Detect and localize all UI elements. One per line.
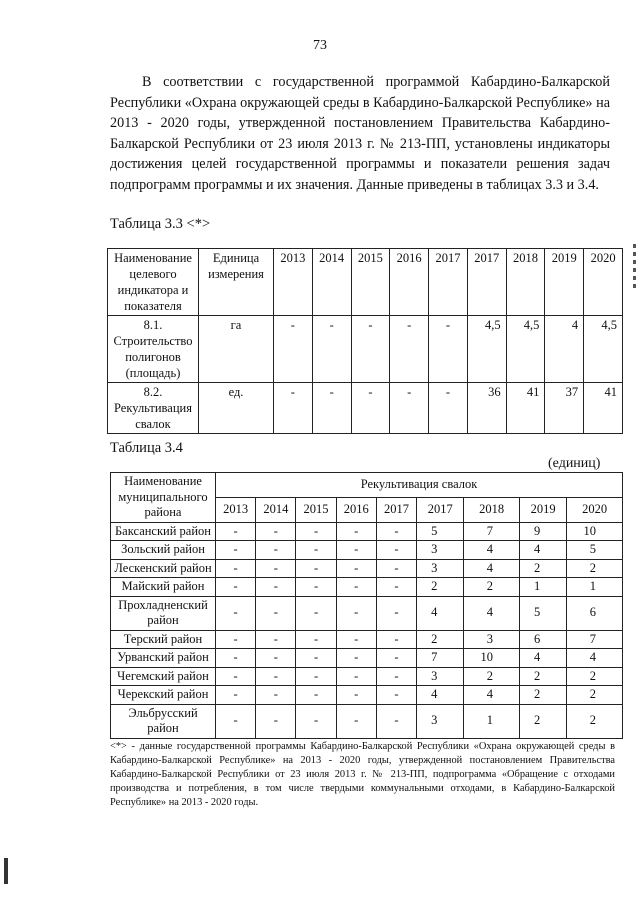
table-3-4 [110, 472, 623, 739]
district-name: Майский район [111, 578, 216, 597]
table-cell: - [216, 630, 256, 649]
t34-header-year: 2015 [296, 497, 336, 522]
t34-header-year: 2018 [464, 497, 520, 522]
t34-header-year: 2016 [336, 497, 376, 522]
t33-cell: 41 [506, 383, 545, 434]
table-cell: 2 [567, 704, 623, 738]
t33-row-unit: ед. [199, 383, 274, 434]
table-cell: - [296, 704, 336, 738]
table-cell: 4 [520, 541, 567, 560]
t33-header-year: 2013 [274, 249, 313, 316]
table-cell: 6 [567, 596, 623, 630]
t33-cell: - [351, 383, 390, 434]
t33-header-year: 2017 [467, 249, 506, 316]
table-cell: - [216, 686, 256, 705]
district-name: Баксанский район [111, 522, 216, 541]
t34-header-name: Наименование муниципального района [111, 473, 216, 523]
table-cell: - [376, 559, 416, 578]
table-row [111, 541, 623, 560]
table-row [111, 630, 623, 649]
table-cell: 2 [520, 559, 567, 578]
t33-row-polygons [108, 316, 623, 383]
district-name: Прохладненский район [111, 596, 216, 630]
units-note: (единиц) [548, 456, 601, 471]
table-cell: 3 [417, 667, 464, 686]
table-row [111, 596, 623, 630]
table-cell: 4 [567, 649, 623, 668]
t33-cell: 41 [584, 383, 623, 434]
table-cell: 1 [464, 704, 520, 738]
table-cell: - [216, 541, 256, 560]
t33-cell: - [312, 383, 351, 434]
table-row [111, 686, 623, 705]
table-cell: 2 [464, 667, 520, 686]
table-cell: 2 [520, 686, 567, 705]
table-cell: - [376, 596, 416, 630]
table-cell: - [336, 522, 376, 541]
district-name: Лескенский район [111, 559, 216, 578]
t33-header-year: 2014 [312, 249, 351, 316]
t33-cell: - [429, 316, 468, 383]
table-cell: 2 [520, 667, 567, 686]
t33-cell: - [351, 316, 390, 383]
t33-cell: - [429, 383, 468, 434]
table-cell: - [256, 649, 296, 668]
table-cell: 1 [520, 578, 567, 597]
district-name: Урванский район [111, 649, 216, 668]
t34-header-year: 2013 [216, 497, 256, 522]
table-cell: 4 [464, 686, 520, 705]
table-3-3 [107, 248, 623, 434]
table-cell: - [216, 649, 256, 668]
intro-paragraph: В соответствии с государственной программой Кабардино-Балкарской Республики «Охрана окружающей среды в Кабардино-Балкарской Республике» на 2013 - 2020 годы, утвержденной постановлением Правительства Кабардино-Балкарской Республики от 23 июля 2013 г. № 213-ПП, установлены индикаторы достижения целей государственной программы и показатели решения задач подпрограмм программы и их значения. Данные приведены в таблицах 3.3 и 3.4. [110, 74, 610, 193]
table-cell: 2 [464, 578, 520, 597]
district-name: Черекский район [111, 686, 216, 705]
table-cell: 5 [567, 541, 623, 560]
table-cell: - [256, 559, 296, 578]
table-cell: - [336, 649, 376, 668]
table-cell: - [296, 686, 336, 705]
table-row [111, 578, 623, 597]
t33-cell: - [312, 316, 351, 383]
table-row [111, 667, 623, 686]
table-row [111, 649, 623, 668]
table-cell: - [296, 541, 336, 560]
table-cell: 2 [567, 686, 623, 705]
t33-cell: - [390, 383, 429, 434]
t33-row-name: 8.2. Рекультивация свалок [108, 383, 199, 434]
page-number: 73 [313, 38, 327, 53]
table-cell: - [216, 522, 256, 541]
table-cell: 4 [417, 686, 464, 705]
table-cell: 3 [417, 559, 464, 578]
table-cell: 10 [464, 649, 520, 668]
t33-cell: 4,5 [506, 316, 545, 383]
table-cell: - [336, 686, 376, 705]
table-cell: 5 [520, 596, 567, 630]
table-row [111, 522, 623, 541]
table-cell: 4 [464, 541, 520, 560]
t33-cell: 36 [467, 383, 506, 434]
t33-header-unit: Единица измерения [199, 249, 274, 316]
t34-header-year: 2019 [520, 497, 567, 522]
t34-header-year: 2017 [376, 497, 416, 522]
table-cell: - [336, 559, 376, 578]
table-row [111, 559, 623, 578]
table-cell: - [296, 578, 336, 597]
table-cell: 9 [520, 522, 567, 541]
district-name: Зольский район [111, 541, 216, 560]
table-cell: - [376, 686, 416, 705]
table-cell: - [296, 667, 336, 686]
table-cell: - [256, 578, 296, 597]
table-cell: - [336, 667, 376, 686]
table-cell: - [336, 630, 376, 649]
table-cell: - [336, 578, 376, 597]
table-cell: - [216, 704, 256, 738]
table-cell: - [216, 559, 256, 578]
t33-header-name: Наименование целевого индикатора и показателя [108, 249, 199, 316]
table-cell: 3 [417, 704, 464, 738]
table-cell: - [296, 649, 336, 668]
table-cell: - [376, 522, 416, 541]
t33-cell: 37 [545, 383, 584, 434]
table-cell: 6 [520, 630, 567, 649]
table-cell: - [256, 541, 296, 560]
t33-cell: - [274, 316, 313, 383]
t33-header-year: 2020 [584, 249, 623, 316]
table-cell: 4 [464, 596, 520, 630]
t33-cell: 4,5 [467, 316, 506, 383]
table-cell: 2 [520, 704, 567, 738]
table-cell: 7 [567, 630, 623, 649]
table-cell: 2 [567, 559, 623, 578]
t33-header-year: 2018 [506, 249, 545, 316]
district-name: Чегемский район [111, 667, 216, 686]
edge-mark [630, 240, 638, 300]
table-cell: - [376, 667, 416, 686]
table-cell: - [376, 578, 416, 597]
table-cell: - [336, 704, 376, 738]
district-name: Терский район [111, 630, 216, 649]
table-cell: - [256, 522, 296, 541]
t33-cell: - [274, 383, 313, 434]
table-cell: 3 [417, 541, 464, 560]
t33-header-year: 2019 [545, 249, 584, 316]
table-cell: - [296, 522, 336, 541]
table-cell: 2 [417, 630, 464, 649]
table-cell: - [376, 541, 416, 560]
t33-cell: - [390, 316, 429, 383]
t34-header-year: 2020 [567, 497, 623, 522]
table-cell: 7 [417, 649, 464, 668]
table-cell: - [216, 578, 256, 597]
table-cell: 4 [520, 649, 567, 668]
table-cell: - [336, 596, 376, 630]
table-row [111, 704, 623, 738]
table-cell: - [376, 704, 416, 738]
table-cell: - [256, 596, 296, 630]
t33-cell: 4,5 [584, 316, 623, 383]
table-cell: - [336, 541, 376, 560]
t33-cell: 4 [545, 316, 584, 383]
table-cell: - [296, 559, 336, 578]
table-cell: - [296, 596, 336, 630]
table-cell: 7 [464, 522, 520, 541]
table-cell: - [376, 630, 416, 649]
table-cell: - [216, 596, 256, 630]
table-cell: - [256, 704, 296, 738]
footnote: <*> - данные государственной программы Кабардино-Балкарской Республики «Охрана окружающей среды в Кабардино-Балкарской Республике» на 2013 - 2020 годы, утвержденной постановлением Правительства Кабардино-Балкарской Республики от 23 июля 2013 г. № 213-ПП, подпрограмма «Обращение с отходами производства и потребления, в том числе твердыми коммунальными отходами, в Кабардино-Балкарской Республике» на 2013 - 2020 годы. [110, 741, 615, 808]
district-name: Эльбрусский район [111, 704, 216, 738]
table-3-4-caption: Таблица 3.4 [110, 440, 183, 456]
table-cell: - [376, 649, 416, 668]
table-cell: - [296, 630, 336, 649]
t33-header-year: 2016 [390, 249, 429, 316]
table-cell: 5 [417, 522, 464, 541]
t33-row-landfills [108, 383, 623, 434]
t34-header-group: Рекультивация свалок [216, 473, 623, 498]
edge-mark [4, 858, 8, 884]
table-cell: - [256, 667, 296, 686]
t33-row-unit: га [199, 316, 274, 383]
table-cell: 3 [464, 630, 520, 649]
t33-header-year: 2017 [429, 249, 468, 316]
t33-row-name: 8.1. Строительство полигонов (площадь) [108, 316, 199, 383]
table-cell: 1 [567, 578, 623, 597]
table-cell: 2 [417, 578, 464, 597]
table-cell: - [256, 686, 296, 705]
table-cell: 4 [464, 559, 520, 578]
table-cell: 10 [567, 522, 623, 541]
table-cell: 4 [417, 596, 464, 630]
table-cell: - [216, 667, 256, 686]
table-3-3-caption: Таблица 3.3 <*> [110, 216, 211, 232]
t34-header-year: 2014 [256, 497, 296, 522]
t33-header-year: 2015 [351, 249, 390, 316]
table-cell: 2 [567, 667, 623, 686]
table-cell: - [256, 630, 296, 649]
t34-header-year: 2017 [417, 497, 464, 522]
